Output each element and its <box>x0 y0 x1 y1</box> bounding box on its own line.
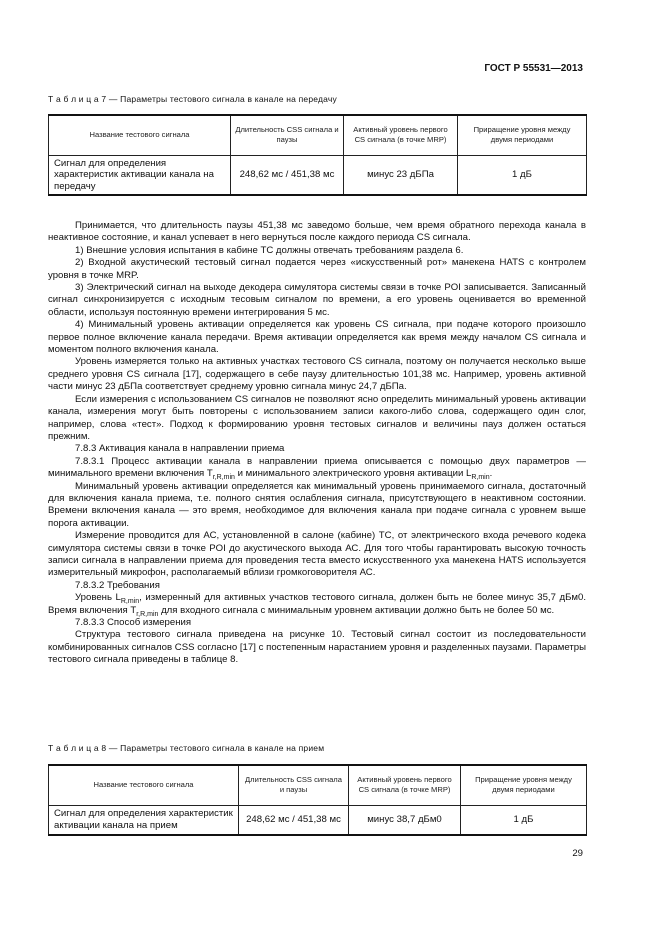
text: 7.8.3.1 Процесс активации канала в направлении приема описывается с помощью двух параметров — минимального времени включения T <box>48 455 586 480</box>
table-row <box>49 805 587 835</box>
table7-header-level: Активный уровень первого CS сигнала (в точке MRP) <box>344 115 458 155</box>
subscript: r,R,min <box>212 474 235 482</box>
text: . <box>489 468 493 480</box>
section-heading: 7.8.3 Активация канала в направлении приема <box>75 443 285 455</box>
paragraph: Минимальный уровень активации определяется как минимальный уровень принимаемого сигнала, достаточный для включения канала приема, т.е. полного снятия ослабления сигнала, присутствующего в неактивном состоянии. Времени включения канала — это время, необходимое для включения канала при подаче сигнала с уровнем выше порога активации. <box>48 480 586 529</box>
table-row <box>49 155 587 195</box>
section-heading: 7.8.3.2 Требования <box>75 579 160 591</box>
section-heading: 7.8.3.3 Способ измерения <box>75 617 192 628</box>
table7-cell-level: минус 23 дБПа <box>344 155 458 195</box>
paragraph: Измерение проводится для АС, установленной в салоне (кабине) ТС, от электрического входа речевого кодека симулятора системы связи в точке POI до акустического выхода АС. Для того чтобы гарантировать высокую точность записи сигнала в направлении приема для проведения теста вместо искусственного уха манекена HATS используется измерительный микрофон, располагаемый вблизи громкоговорителя АС. <box>48 530 586 579</box>
table8 <box>48 764 587 836</box>
text: Уровень L <box>75 592 121 604</box>
table8-header-row <box>49 765 587 805</box>
table7-header-row <box>49 115 587 155</box>
table7 <box>48 114 587 196</box>
table8-cell-duration: 248,62 мс / 451,38 мс <box>239 805 349 835</box>
body-text <box>48 220 586 667</box>
table8-header-increment: Приращение уровня между двумя периодами <box>461 765 587 805</box>
table8-header-level: Активный уровень первого CS сигнала (в точке MRP) <box>349 765 461 805</box>
text: для входного сигнала с минимальным уровнем активации должно быть не более 50 мс. <box>158 604 555 616</box>
table8-cell-increment: 1 дБ <box>461 805 587 835</box>
text: , измеренный для активных участков тестового сигнала, должен быть не более минус 35,7 дБм0. Время включения T <box>48 592 586 616</box>
paragraph: 4) Минимальный уровень активации определяется как уровень CS сигнала, при подаче которого произошло первое полное включение канала передачи. Время активации определяется как время между началом CS сигнала и моментом полного включения канала. <box>48 319 586 356</box>
table7-header-duration: Длительность CSS сигнала и паузы <box>231 115 344 155</box>
table7-cell-name: Сигнал для определения характеристик активации канала на передачу <box>49 155 231 195</box>
table8-caption: Т а б л и ц а 8 — Параметры тестового сигнала в канале на прием <box>48 743 325 753</box>
paragraph: 3) Электрический сигнал на выходе декодера симулятора системы связи в точке POI записывается. Записанный сигнал синхронизируется с исходным тесовым сигналом по времени, а его уровень оценивается во временной области, используя постоянную времени интегрирования 5 мс. <box>48 282 586 318</box>
subscript: r,R,min <box>136 610 159 618</box>
table7-cell-increment: 1 дБ <box>458 155 587 195</box>
paragraph-7831 <box>48 456 586 481</box>
paragraph: Принимается, что длительность паузы 451,38 мс заведомо больше, чем время обратного перехода канала в неактивное состояние, и канал успевает в него вернуться после каждого периода CS сигнала. <box>48 220 586 244</box>
paragraph: 1) Внешние условия испытания в кабине ТС должны отвечать требованиям раздела 6. <box>75 244 464 256</box>
table7-caption: Т а б л и ц а 7 — Параметры тестового сигнала в канале на передачу <box>48 94 338 104</box>
paragraph: Структура тестового сигнала приведена на рисунке 10. Тестовый сигнал состоит из последовательности комбинированных сигналов CSS согласно [17] с постепенным нарастанием уровня и разделенных паузами. Параметры тестового сигнала приведены в таблице 8. <box>48 629 586 666</box>
table7-header-name: Название тестового сигнала <box>49 115 231 155</box>
table8-cell-level: минус 38,7 дБм0 <box>349 805 461 835</box>
table8-header-name: Название тестового сигнала <box>49 765 239 805</box>
table8-cell-name: Сигнал для определения характеристик активации канала на прием <box>49 805 239 835</box>
paragraph: Уровень измеряется только на активных участках тестового CS сигнала, поэтому он получается несколько выше среднего уровня CS сигнала [17], содержащего в себе паузу длительностью 101,38 мс. Например, уровень активной части минус 23 дБПа соответствует среднему уровню сигнала минус 24,7 дБПа. <box>48 356 586 393</box>
table7-cell-duration: 248,62 мс / 451,38 мс <box>231 155 344 195</box>
subscript: R,min <box>471 474 490 482</box>
text: и минимального электрического уровня активации L <box>234 468 472 480</box>
page-number: 29 <box>572 848 583 859</box>
paragraph: 2) Входной акустический тестовый сигнал подается через «искусственный рот» манекена HATS с контролем уровня в точке MRP. <box>48 257 586 281</box>
standard-designation: ГОСТ Р 55531—2013 <box>484 63 583 74</box>
table8-header-duration: Длительность CSS сигнала и паузы <box>239 765 349 805</box>
table7-header-increment: Приращение уровня между двумя периодами <box>458 115 587 155</box>
paragraph: Если измерения с использованием CS сигналов не позволяют ясно определить минимальный уровень активации канала, измерения могут быть повторены с использованием записи какого-либо слова, содержащего один слог, например, слова «тест». Подход к формированию уровня тестовых сигналов и величины пауз должен остаться прежним. <box>48 393 586 442</box>
paragraph-level <box>48 592 586 617</box>
subscript: R,min <box>120 598 140 606</box>
